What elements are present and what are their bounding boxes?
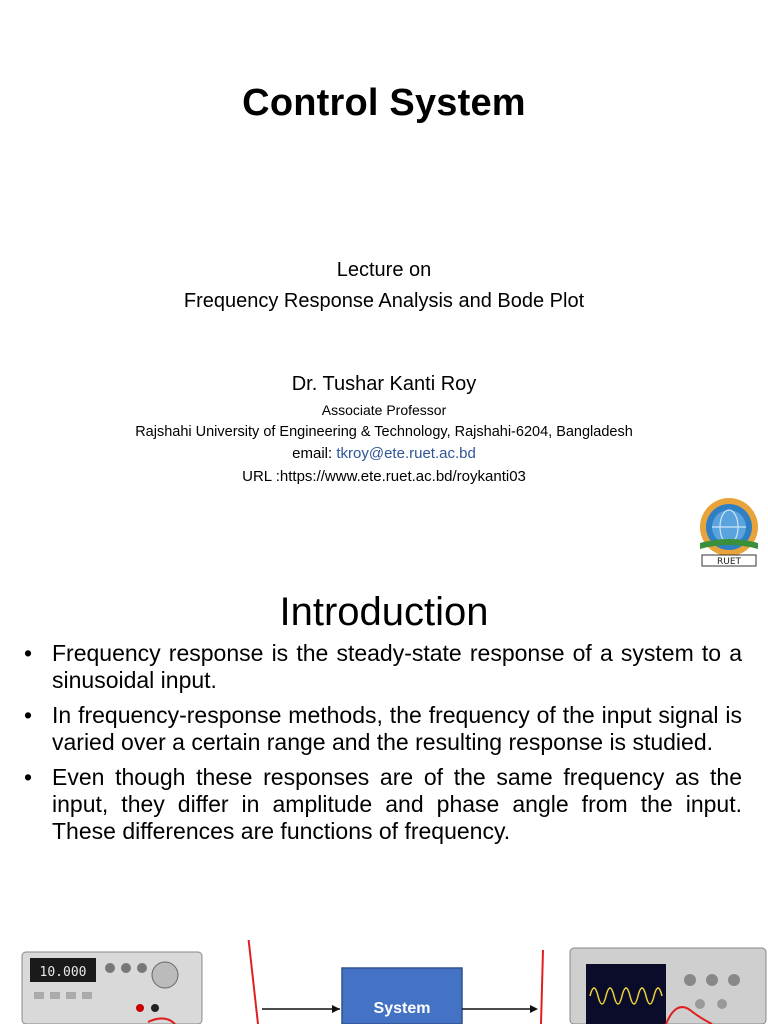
email-link[interactable]: tkroy@ete.ruet.ac.bd bbox=[336, 445, 476, 462]
url-line[interactable]: URL :https://www.ete.ruet.ac.bd/roykanti03 bbox=[242, 468, 526, 485]
email-label: email: bbox=[292, 445, 337, 462]
lecture-topic: Frequency Response Analysis and Bode Plot bbox=[183, 290, 585, 312]
bullet-text: Frequency response is the steady-state response of a system to a sinusoidal input. bbox=[52, 640, 742, 693]
author-name: Dr. Tushar Kanti Roy bbox=[291, 373, 477, 395]
system-diagram bbox=[0, 940, 768, 1024]
email-line bbox=[0, 445, 768, 462]
intro-title: Introduction bbox=[279, 590, 489, 634]
slide-title: Control System bbox=[242, 82, 526, 124]
bullet-list bbox=[20, 640, 742, 853]
bullet-dot-icon: • bbox=[24, 702, 33, 728]
bullet-dot-icon: • bbox=[24, 640, 33, 666]
function-generator-icon bbox=[22, 952, 202, 1024]
ruet-logo bbox=[692, 497, 766, 569]
generator-display: 10.000 bbox=[39, 965, 87, 980]
author-position: Associate Professor bbox=[321, 402, 447, 418]
lecture-label: Lecture on bbox=[336, 259, 432, 281]
bullet-item bbox=[20, 764, 742, 845]
logo-text: RUET bbox=[716, 557, 742, 567]
author-affiliation: Rajshahi University of Engineering & Technology, Rajshahi-6204, Bangladesh bbox=[135, 424, 633, 440]
bullet-item bbox=[20, 640, 742, 694]
bullet-text: In frequency-response methods, the frequency of the input signal is varied over a certain range and the resulting response is studied. bbox=[52, 702, 742, 755]
bullet-item bbox=[20, 702, 742, 756]
oscilloscope-icon bbox=[570, 948, 766, 1024]
bullet-dot-icon: • bbox=[24, 764, 33, 790]
intro-slide bbox=[0, 580, 768, 1024]
system-label: System bbox=[373, 1000, 431, 1017]
bullet-text: Even though these responses are of the same frequency as the input, they differ in amplitude and phase angle from the input. These differences are functions of frequency. bbox=[52, 764, 742, 844]
